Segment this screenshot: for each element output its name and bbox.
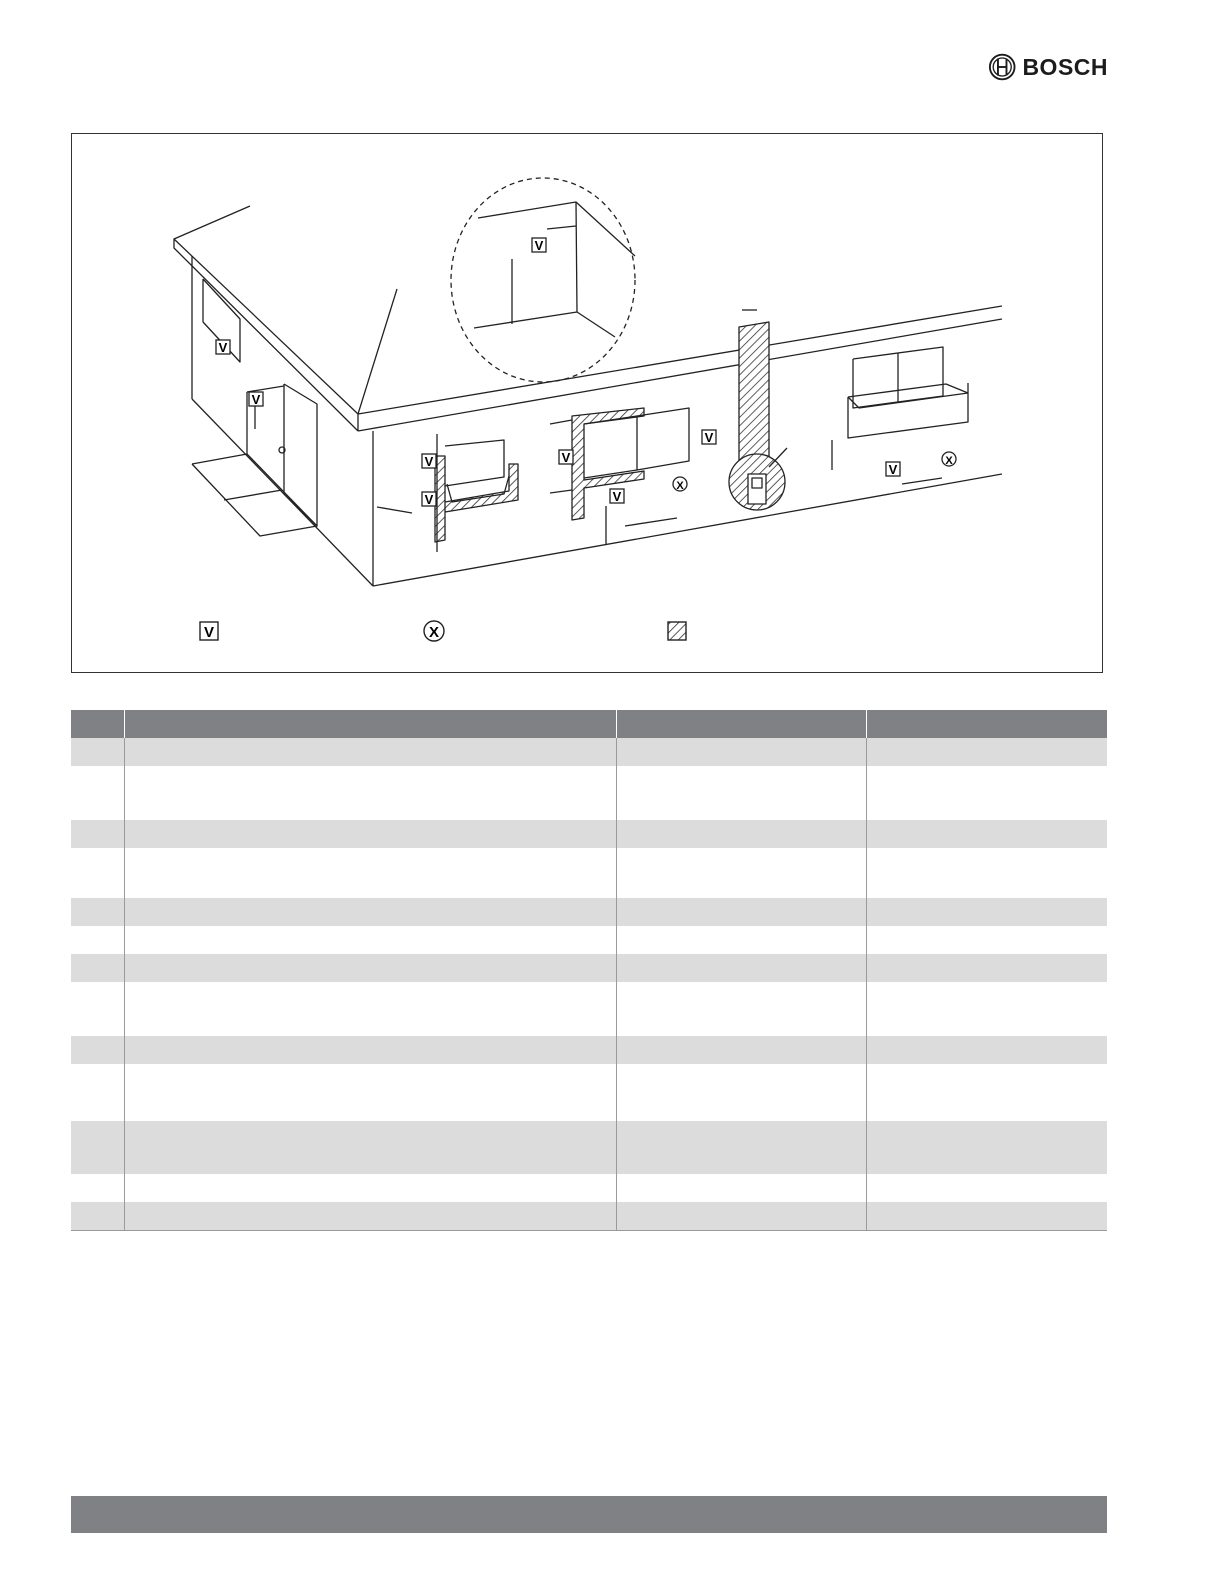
table-row	[71, 898, 1107, 926]
table-cell	[71, 820, 124, 848]
table-cell	[71, 1202, 124, 1230]
legend-v-label: V	[203, 624, 215, 641]
table-cell	[124, 926, 616, 954]
table-cell	[71, 898, 124, 926]
table-cell	[866, 926, 1107, 954]
table-body	[71, 738, 1107, 1230]
table-cell	[616, 848, 866, 898]
brand-name: BOSCH	[1022, 53, 1108, 80]
marker-x-balcony: X	[945, 455, 953, 467]
table-cell	[71, 954, 124, 982]
bosch-logo	[988, 52, 1108, 82]
table-row	[71, 1064, 1107, 1121]
table-cell	[866, 738, 1107, 766]
table-cell	[124, 954, 616, 982]
column-header	[866, 710, 1107, 738]
table-cell	[124, 982, 616, 1036]
marker-v-window2-side: V	[561, 450, 571, 465]
table-row	[71, 848, 1107, 898]
clearance-table	[71, 710, 1107, 1231]
table-cell	[124, 738, 616, 766]
marker-v-side-window: V	[218, 340, 228, 355]
table-row	[71, 926, 1107, 954]
table-cell	[71, 738, 124, 766]
table-cell	[124, 848, 616, 898]
column-header	[71, 710, 124, 738]
table-cell	[866, 848, 1107, 898]
table-cell	[71, 982, 124, 1036]
table-cell	[866, 1036, 1107, 1064]
table-cell	[616, 820, 866, 848]
table-row	[71, 738, 1107, 766]
table-cell	[71, 766, 124, 820]
table-cell	[124, 1174, 616, 1202]
table-cell	[71, 1036, 124, 1064]
table-cell	[616, 1202, 866, 1230]
table-cell	[124, 766, 616, 820]
marker-v-window2-right: V	[704, 430, 714, 445]
marker-x-window2: X	[676, 480, 684, 492]
table-cell	[866, 954, 1107, 982]
table-cell	[71, 1064, 124, 1121]
table-cell	[616, 1064, 866, 1121]
table-row	[71, 1121, 1107, 1174]
marker-v-window1-top: V	[424, 454, 434, 469]
table-cell	[866, 1202, 1107, 1230]
marker-v-window2-bottom: V	[612, 489, 622, 504]
marker-v-balcony: V	[888, 462, 898, 477]
table-cell	[124, 1202, 616, 1230]
table-cell	[616, 738, 866, 766]
marker-v-window1-side: V	[424, 492, 434, 507]
marker-v-detail: V	[534, 238, 544, 253]
table-cell	[616, 1174, 866, 1202]
table-row	[71, 954, 1107, 982]
table-cell	[71, 1174, 124, 1202]
table-cell	[616, 982, 866, 1036]
table-cell	[124, 1064, 616, 1121]
table-cell	[866, 982, 1107, 1036]
table-row	[71, 1202, 1107, 1230]
legend-x-label: X	[428, 624, 440, 641]
table-cell	[71, 926, 124, 954]
table-cell	[616, 954, 866, 982]
table-cell	[616, 898, 866, 926]
table-row	[71, 1036, 1107, 1064]
footer-bar	[71, 1496, 1107, 1533]
table-cell	[616, 1121, 866, 1174]
table-row	[71, 766, 1107, 820]
bosch-armature-icon	[988, 52, 1016, 82]
table-cell	[616, 1036, 866, 1064]
table-cell	[866, 1064, 1107, 1121]
table-cell	[866, 766, 1107, 820]
table-cell	[866, 1174, 1107, 1202]
table-cell	[71, 848, 124, 898]
table-cell	[616, 926, 866, 954]
table-cell	[866, 898, 1107, 926]
table-row	[71, 1174, 1107, 1202]
table-cell	[616, 766, 866, 820]
table-cell	[124, 898, 616, 926]
table-cell	[124, 820, 616, 848]
table-row	[71, 820, 1107, 848]
table-header-row	[71, 710, 1107, 738]
marker-v-door: V	[251, 392, 261, 407]
column-header	[616, 710, 866, 738]
table-cell	[124, 1036, 616, 1064]
column-header	[124, 710, 616, 738]
table-row	[71, 982, 1107, 1036]
table-cell	[71, 1121, 124, 1174]
table-cell	[124, 1121, 616, 1174]
hatched-area-icon	[668, 622, 686, 640]
table-cell	[866, 1121, 1107, 1174]
table-cell	[866, 820, 1107, 848]
building-diagram	[72, 134, 1104, 674]
flue-clearance-figure	[71, 133, 1103, 673]
